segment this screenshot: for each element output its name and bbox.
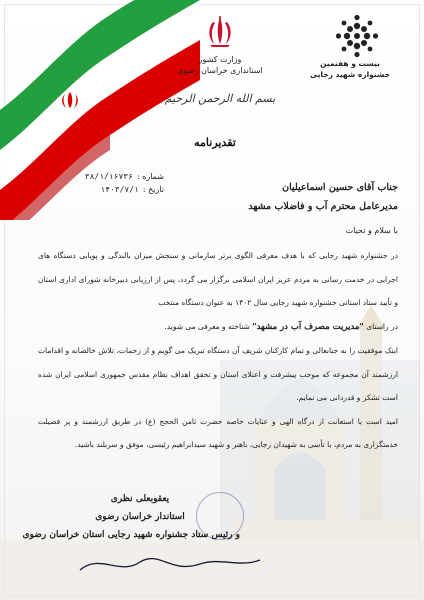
body-paragraph-4: امید است با استعانت از درگاه الهی و عنایات خاصه حضرت ثامن الحجج (ع) در طریق ارزشمند و پر فضیلت خدمتگزاری به مردم، با تأسی به شهیدان رجایی، باهنر و شهید سیدابراهیم رئیسی، موفق و سربلند باشید. [38, 416, 398, 449]
recipient-title: مدیرعامل محترم آب و فاضلاب مشهد [248, 201, 398, 212]
signer-position: استاندار خراسان رضوی [95, 512, 185, 522]
letter-date-row [14, 183, 164, 196]
letter-meta [14, 170, 164, 196]
iran-emblem-icon [205, 16, 235, 48]
body-p2-suffix: شناخته و معرفی می شوید. [164, 321, 250, 331]
body-paragraph-3: اینک موفقیت را به جنابعالی و تمام کارکنان شریف آن دستگاه تبریک می گویم و از زحمات، تلاش خالصانه و اقدامات ارزشمند آن مجموعه که موجب پیشرفت و اعتلای استان و تحقق اهداف نظام مقدس جمهوری اسلامی ایران شده است تشکر و قدردانی می نمایم. [38, 346, 398, 402]
handwritten-signature [70, 548, 270, 578]
festival-header [290, 58, 410, 80]
letter-number-row [14, 170, 164, 183]
festival-logo-icon [335, 14, 379, 58]
signature-block [22, 490, 240, 544]
festival-name: جشنواره شهید رجایی [309, 70, 390, 79]
body-paragraph-1: در جشنواره شهید رجایی که با هدف معرفی الگوی برتر سازمانی و سنجش میزان بالندگی و پویایی دستگاه های اجرایی در خدمت رسانی به مردم عزیز ایران اسلامی برگزار می گردد، پس از ارزیابی دبیرخانه شورای اداری استان و تأیید ستاد استانی جشنواره شهید رجایی سال ۱۴۰۲ به عنوان دستگاه منتخب [38, 251, 398, 307]
letter-date-label: تاریخ : [142, 185, 164, 194]
recipient-name: جناب آقای حسین اسماعیلیان [282, 182, 398, 193]
greeting-line: با سلام و تحیات [345, 226, 398, 235]
body-p2-prefix: در راستای [366, 321, 398, 331]
letter-body [38, 244, 398, 457]
governorate-name: استانداری خراسان رضوی [177, 66, 263, 75]
document-title: تقدیرنامه [194, 136, 236, 149]
signer-name: یعقوبعلی نظری [110, 494, 170, 504]
ministry-header [150, 54, 290, 76]
bismillah-calligraphy: بسم الله الرحمن الرحیم [164, 92, 276, 105]
body-p2-highlight: "مدیریت مصرف آب در مشهد" [252, 321, 364, 332]
letter-date-value: ۱۴۰۳/۷/۱ [100, 185, 139, 194]
letter-number-label: شماره : [136, 172, 164, 181]
letter-number-value: ۳۸/۱/۱۶۷۳۶ [84, 172, 133, 181]
ministry-name: وزارت کشور [198, 55, 242, 64]
body-paragraph-2 [38, 315, 398, 340]
recipient-block [178, 178, 398, 216]
festival-edition: بیست و هفتمین [320, 59, 380, 68]
signer-secondary-position: و رئیس ستاد جشنواره شهید رجایی استان خراسان رضوی [22, 530, 240, 540]
